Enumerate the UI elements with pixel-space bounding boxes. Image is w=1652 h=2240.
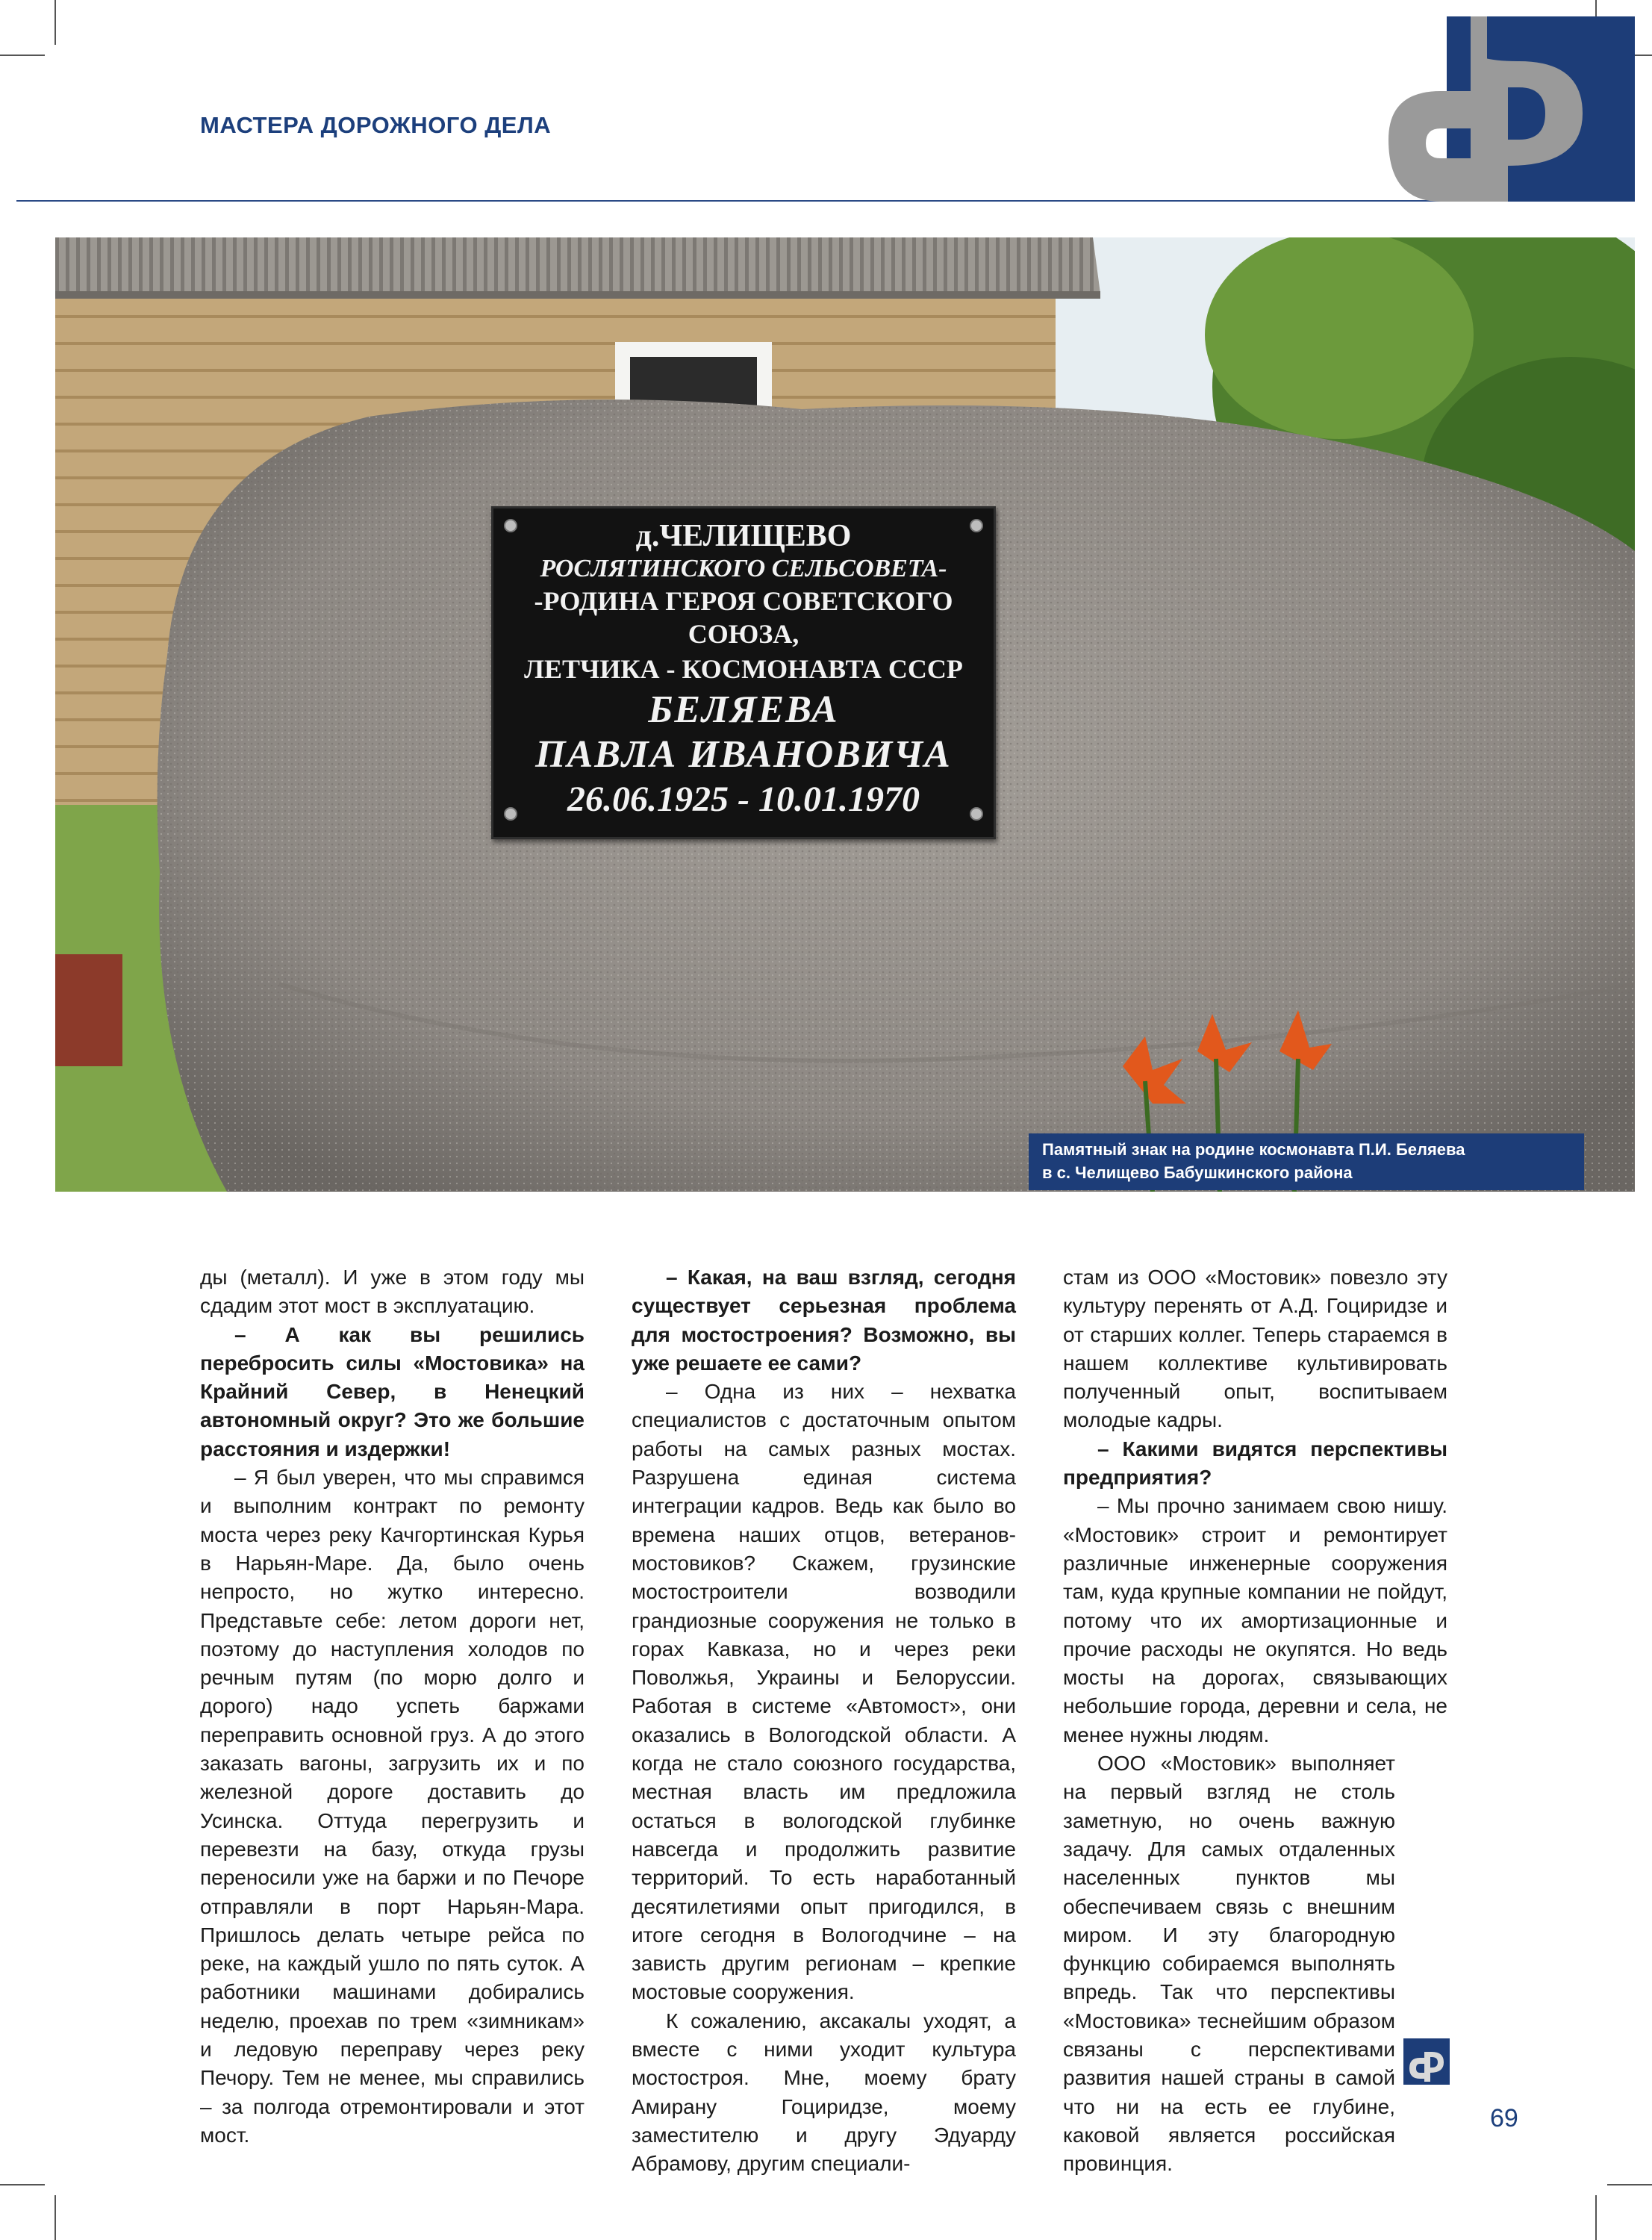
dr-end-mark-icon	[1403, 2038, 1450, 2085]
crop-mark	[54, 2195, 56, 2240]
paragraph: – Я был уверен, что мы справимся и выполним контракт по ремонту моста через реку Качгортинская Курья в Нарьян-Маре. Да, было очень непросто, но жутко интересно. Представьте себе: летом дороги нет, поэтому до наступления холодов по речным путям (по морю долго и дорого) надо успеть баржами переправить основной груз. А до этого заказать вагоны, загрузить их и по железной дороге доставить до Усинска. Оттуда перегрузить и перевезти на базу, откуда грузы переносили уже на баржи и по Печоре отправляли в порт Нарьян-Мара. Пришлось делать четыре рейса по реке, на каждый ушло по пять суток. А работники машинами добирались неделю, проехав по трем «зимникам» и ледовую переправу через реку Печору. Тем не менее, мы справились – за полгода отремонтировали и этот мост.	[200, 1466, 585, 2147]
section-title: МАСТЕРА ДОРОЖНОГО ДЕЛА	[200, 112, 552, 138]
crop-mark	[1607, 2184, 1652, 2185]
plaque-line-village: д.ЧЕЛИЩЕВО	[635, 519, 852, 553]
memorial-plaque	[491, 506, 996, 839]
paragraph: – Одна из них – нехватка специалистов с достаточным опытом работы на самых разных мостах. Разрушена единая система интеграции кадров. Ведь как было во времена наших отцов, ветеранов-мостовиков? Скажем, грузинские мостостроители возводили грандиозные сооружения не только в горах Кавказа, но и через реки Поволжья, Украины и Белоруссии. Работая в системе «Автомост», они оказались в Вологодской области. А когда не стало союзного государства, местная власть им предложила остаться в вологодской глубинке навсегда и продолжить развитие территорий. То есть наработанный десятилетиями опыт пригодился, в итоге сегодня в Вологодчине – на зависть другим регионам – крепкие мостовые сооружения.	[632, 1380, 1016, 2004]
article-column-2	[632, 1263, 1016, 2179]
interview-question: – Какими видятся перспективы предприятия?	[1063, 1437, 1447, 1490]
article-column-3	[1063, 1263, 1447, 2179]
page-number: 69	[1490, 2104, 1518, 2132]
crop-mark	[0, 55, 45, 56]
caption-line: Памятный знак на родине космонавта П.И. Беляева	[1042, 1140, 1465, 1159]
plaque-line-surname: БЕЛЯЕВА	[648, 688, 839, 731]
crop-mark	[1595, 2195, 1597, 2240]
plaque-line-union: СОЮЗА,	[688, 619, 799, 649]
plaque-screw	[970, 807, 983, 821]
interview-question: – А как вы решились перебросить силы «Мостовика» на Крайний Север, в Ненецкий автономный округ? Это же большие расстояния и издержки!	[200, 1322, 585, 1460]
plaque-line-hero: -РОДИНА ГЕРОЯ СОВЕТСКОГО	[534, 586, 953, 616]
plaque-screw	[504, 519, 517, 532]
photo-caption	[1029, 1133, 1584, 1190]
paragraph: – Мы прочно занимаем свою нишу. «Мостовик» строит и ремонтирует различные инженерные сооружения там, куда крупные компании не пойдут, потому что их амортизационные и прочие расходы не окупятся. Но ведь мосты на дорогах, связывающих небольшие города, деревни и села, не менее нужны людям.	[1063, 1494, 1447, 1746]
plaque-line-name: ПАВЛА ИВАНОВИЧА	[535, 733, 952, 776]
caption-line: в с. Челищево Бабушкинского района	[1042, 1163, 1353, 1182]
article-column-1	[200, 1263, 585, 2150]
crop-mark	[0, 2184, 45, 2185]
interview-question: – Какая, на ваш взгляд, сегодня существует серьезная проблема для мостостроения? Возможно, вы уже решаете ее сами?	[632, 1266, 1016, 1375]
paragraph: ды (металл). И уже в этом году мы сдадим этот мост в эксплуатацию.	[200, 1266, 585, 1318]
dr-magazine-logo-icon	[1359, 16, 1635, 202]
plaque-line-council: РОСЛЯТИНСКОГО СЕЛЬСОВЕТА-	[540, 555, 947, 582]
plaque-screw	[970, 519, 983, 532]
monument-photo	[55, 237, 1635, 1192]
plaque-line-dates: 26.06.1925 - 10.01.1970	[567, 780, 920, 819]
paragraph: стам из ООО «Мостовик» повезло эту культуру перенять от А.Д. Гоциридзе и от старших коллег. Теперь стараемся в нашем коллективе культивировать полученный опыт, воспитываем молодые кадры.	[1063, 1266, 1447, 1432]
paragraph: К сожалению, аксакалы уходят, а вместе с ними уходит культура мостостроя. Мне, моему брату Амирану Гоциридзе, моему заместителю и другу Эдуарду Абрамову, другим специали-	[632, 2009, 1016, 2176]
crop-mark	[54, 0, 56, 45]
paragraph: ООО «Мостовик» выполняет на первый взгляд не столь заметную, но очень важную задачу. Для самых отдаленных населенных пунктов мы обеспечиваем связь с внешним миром. И эту благородную функцию собираемся выполнять впредь. Так что перспективы «Мостовика» теснейшим образом связаны с перспективами развития нашей страны в самой что ни на есть ее глубине, каковой является российская провинция.	[1063, 1752, 1395, 2176]
plaque-screw	[504, 807, 517, 821]
plaque-line-cosmonaut: ЛЕТЧИКА - КОСМОНАВТА СССР	[524, 654, 963, 684]
